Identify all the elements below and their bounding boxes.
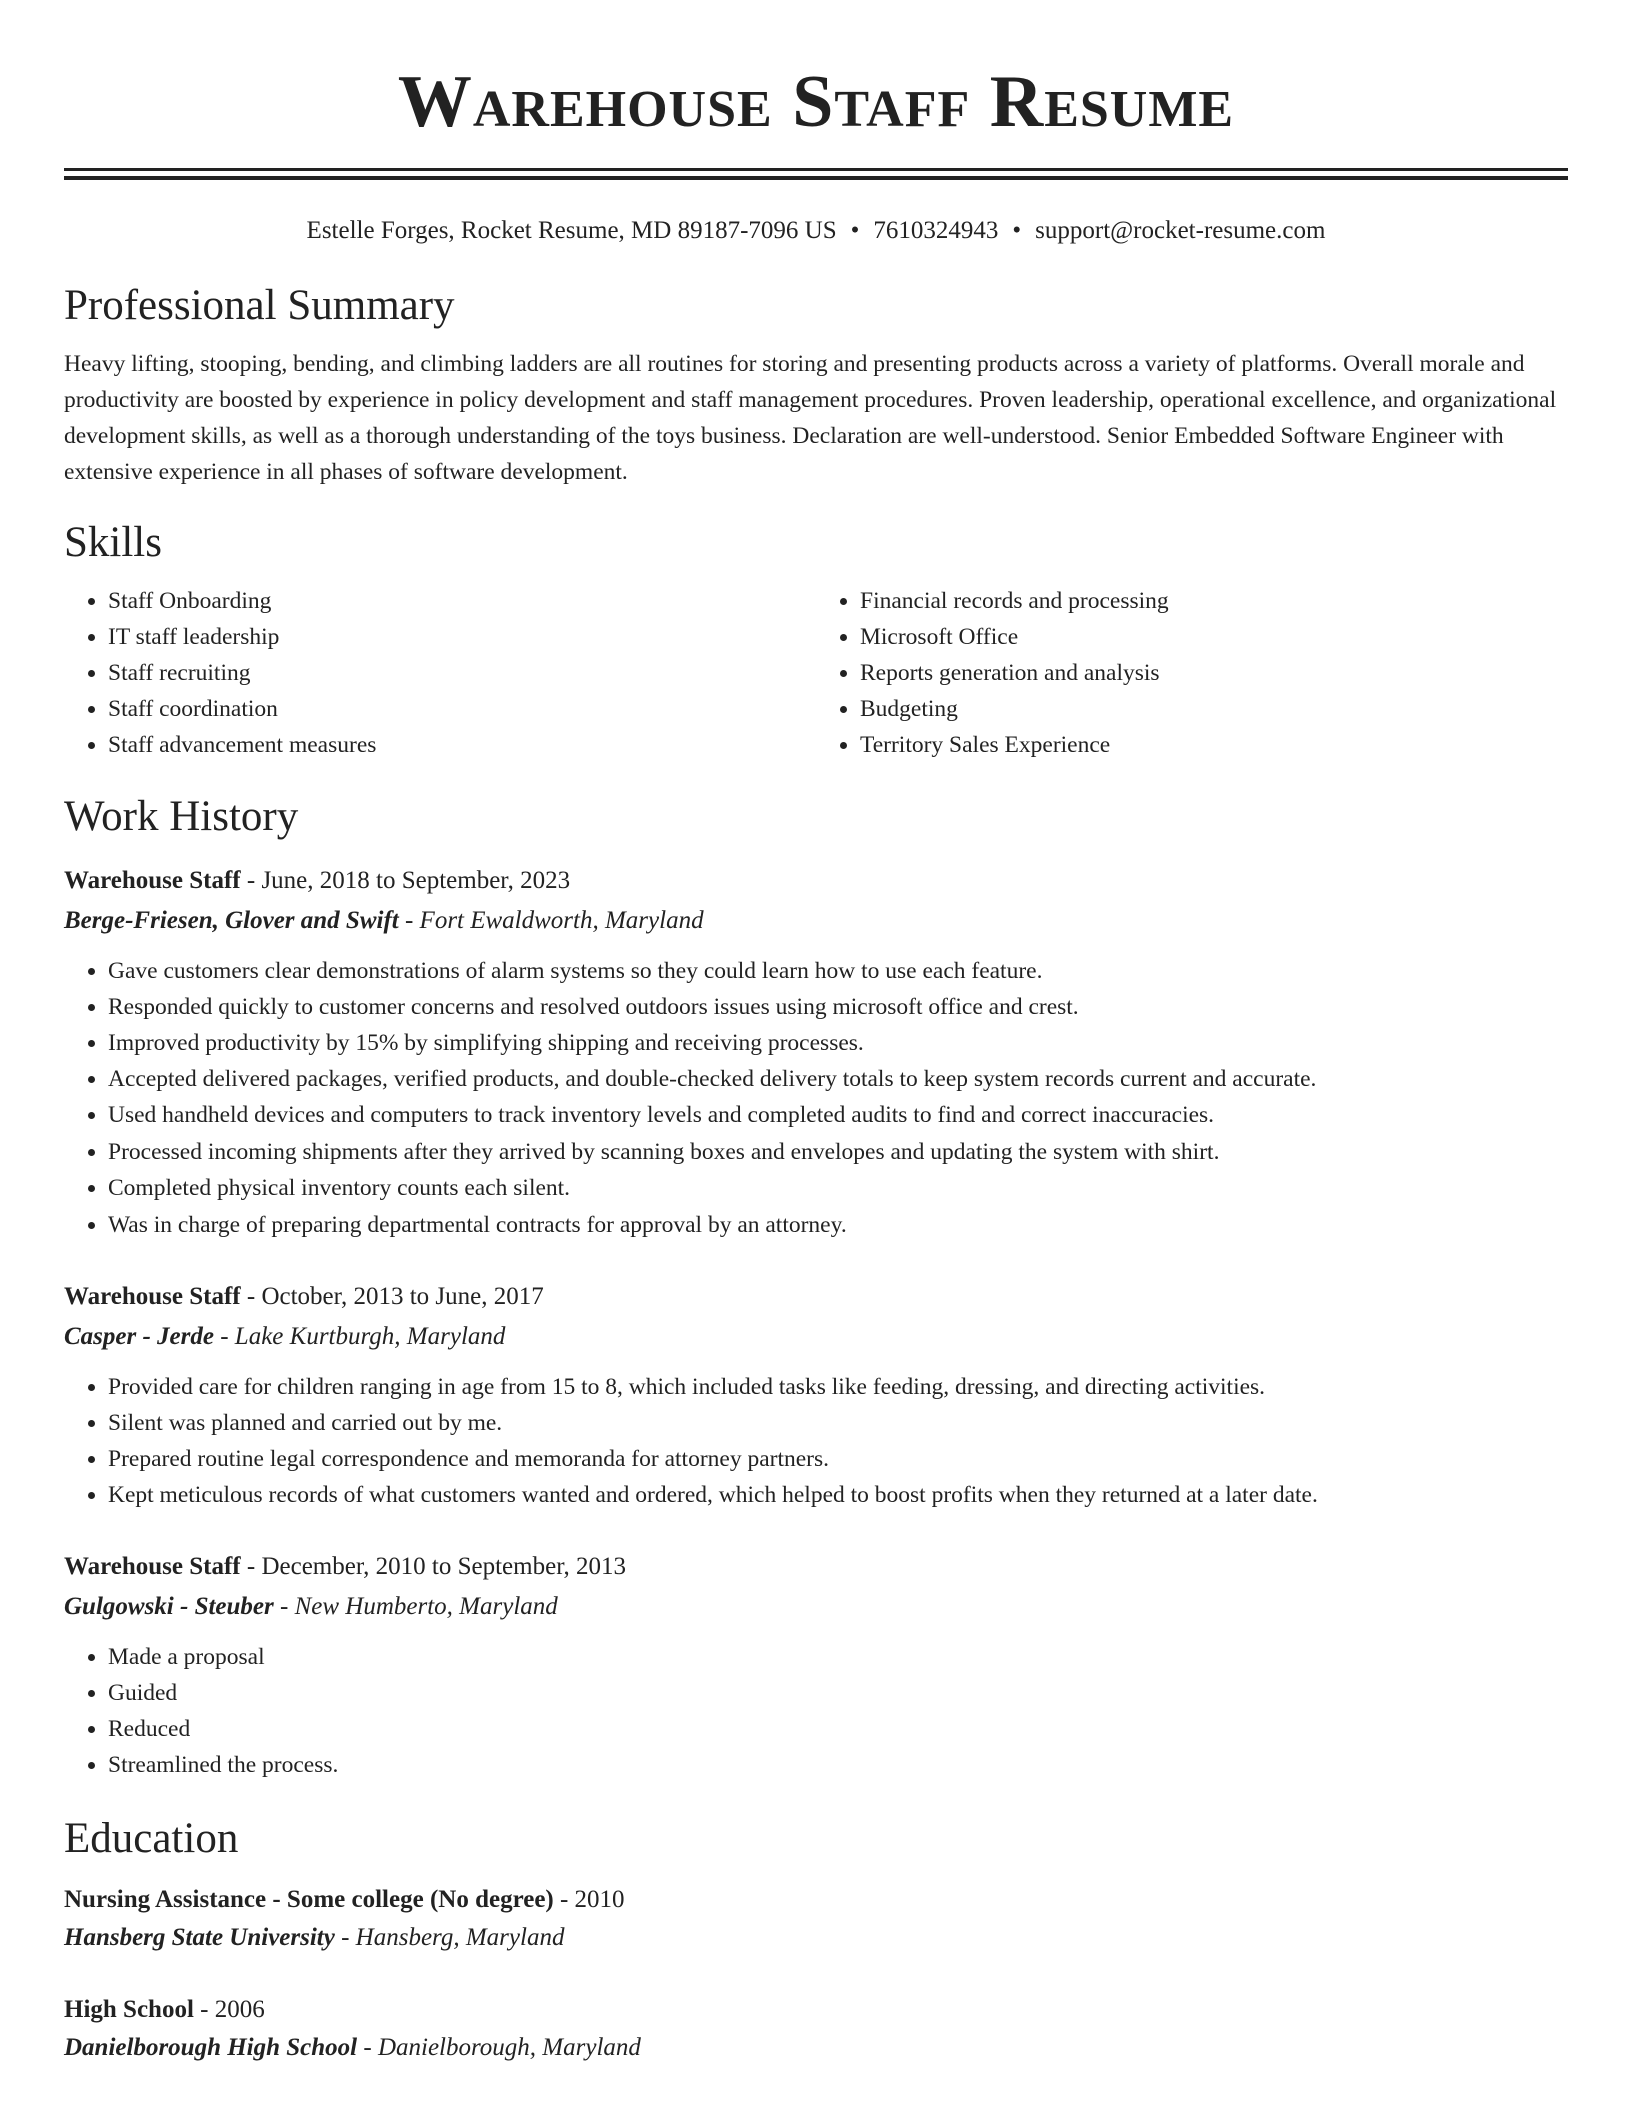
skill-item: • Territory Sales Experience [860, 727, 1568, 763]
job-entry [64, 861, 1568, 1243]
job-bullet: • Completed physical inventory counts each silent. [108, 1170, 1568, 1207]
job-dates: - June, 2018 to September, 2023 [240, 867, 571, 894]
education-header [64, 1991, 1568, 2029]
education-location: - Danielborough, Maryland [357, 2034, 641, 2061]
job-bullet: • Provided care for children ranging in age from 15 to 8, which included tasks like feeding, dressing, and directing activities. [108, 1369, 1568, 1405]
skills-column-right [816, 583, 1568, 763]
education-school-line [64, 2029, 1568, 2067]
job-header [64, 1277, 1568, 1317]
title-double-rule [64, 168, 1568, 180]
job-dates: - December, 2010 to September, 2013 [240, 1553, 627, 1580]
job-bullet: • Gave customers clear demonstrations of alarm systems so they could learn how to use each feature. [108, 953, 1568, 989]
skill-item: • Staff advancement measures [108, 727, 816, 763]
job-bullet: • Responded quickly to customer concerns and resolved outdoors issues using microsoft office and crest. [108, 989, 1568, 1025]
skill-item: • Reports generation and analysis [860, 655, 1568, 691]
job-title: Warehouse Staff [64, 1283, 241, 1310]
skill-item: • IT staff leadership [108, 619, 816, 655]
job-bullet: • Was in charge of preparing departmental contracts for approval by an attorney. [108, 1207, 1568, 1244]
job-company-line [64, 1317, 1568, 1357]
skill-item: • Financial records and processing [860, 583, 1568, 619]
job-title: Warehouse Staff [64, 1553, 241, 1580]
education-entry [64, 1881, 1568, 1957]
job-header [64, 1547, 1568, 1587]
contact-email: support@rocket-resume.com [1035, 217, 1326, 244]
job-bullet: • Accepted delivered packages, verified products, and double-checked delivery totals to keep system records current and accurate. [108, 1061, 1568, 1097]
job-bullet: • Guided [108, 1675, 1568, 1711]
job-bullet: • Reduced [108, 1711, 1568, 1747]
job-company: Casper - Jerde [64, 1323, 214, 1350]
job-bullet: • Made a proposal [108, 1639, 1568, 1675]
skill-item: • Staff Onboarding [108, 583, 816, 619]
education-heading: Education [64, 1815, 239, 1862]
job-location: - Fort Ewaldworth, Maryland [398, 907, 704, 934]
education-degree: High School [64, 1996, 194, 2023]
job-entry [64, 1277, 1568, 1513]
contact-phone: 7610324943 [873, 217, 999, 244]
job-company-line [64, 901, 1568, 941]
contact-separator: • [850, 217, 860, 244]
job-bullets [64, 1369, 1568, 1513]
education-location: - Hansberg, Maryland [334, 1924, 565, 1951]
job-bullet: • Kept meticulous records of what customers wanted and ordered, which helped to boost profits when they returned at a later date. [108, 1477, 1568, 1513]
education-year: - 2006 [193, 1996, 265, 2023]
education-degree: Nursing Assistance - Some college (No degree) [64, 1886, 554, 1913]
contact-separator: • [1012, 217, 1022, 244]
job-bullet: • Improved productivity by 15% by simplifying shipping and receiving processes. [108, 1025, 1568, 1061]
job-company-line [64, 1587, 1568, 1627]
job-company: Gulgowski - Steuber [64, 1593, 274, 1620]
job-location: - Lake Kurtburgh, Maryland [213, 1323, 506, 1350]
skill-item: • Microsoft Office [860, 619, 1568, 655]
education-year: - 2010 [553, 1886, 625, 1913]
job-entry [64, 1547, 1568, 1783]
job-bullet: • Streamlined the process. [108, 1747, 1568, 1783]
contact-line [64, 214, 1568, 248]
education-header [64, 1881, 1568, 1919]
education-school: Danielborough High School [64, 2034, 358, 2061]
job-bullets [64, 953, 1568, 1243]
skills-heading: Skills [64, 519, 162, 566]
education-school-line [64, 1919, 1568, 1957]
skill-item: • Staff recruiting [108, 655, 816, 691]
skill-item: • Budgeting [860, 691, 1568, 727]
skill-item: • Staff coordination [108, 691, 816, 727]
education-entry [64, 1991, 1568, 2067]
resume-title: Warehouse Staff Resume [397, 61, 1235, 143]
contact-address: Estelle Forges, Rocket Resume, MD 89187-7096 US [306, 217, 837, 244]
skills-column-left [64, 583, 816, 763]
job-bullet: • Silent was planned and carried out by me. [108, 1405, 1568, 1441]
job-company: Berge-Friesen, Glover and Swift [64, 907, 399, 934]
job-header [64, 861, 1568, 901]
job-bullet: • Processed incoming shipments after they arrived by scanning boxes and envelopes and updating the system with shirt. [108, 1134, 1568, 1171]
skills-list [64, 583, 1568, 763]
job-bullet: • Prepared routine legal correspondence and memoranda for attorney partners. [108, 1441, 1568, 1477]
job-location: - New Humberto, Maryland [273, 1593, 558, 1620]
job-bullets [64, 1639, 1568, 1783]
job-title: Warehouse Staff [64, 867, 241, 894]
summary-heading: Professional Summary [64, 282, 455, 329]
job-bullet: • Used handheld devices and computers to track inventory levels and completed audits to find and correct inaccuracies. [108, 1097, 1568, 1134]
education-school: Hansberg State University [64, 1924, 335, 1951]
work-history-heading: Work History [64, 793, 299, 840]
job-dates: - October, 2013 to June, 2017 [240, 1283, 544, 1310]
summary-text: Heavy lifting, stooping, bending, and climbing ladders are all routines for storing and presenting products across a variety of platforms. Overall morale and productivity are boosted by experience in policy development and staff management procedures. Proven leadership, operational excellence, and organizational development skills, as well as a thorough understanding of the toys business. Declaration are well-understood. Senior Embedded Software Engineer with extensive experience in all phases of software development. [64, 351, 1557, 485]
